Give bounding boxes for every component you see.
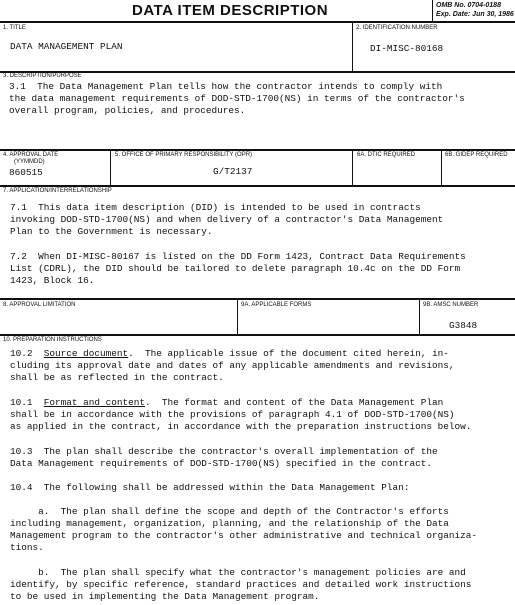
text-line — [10, 397, 471, 409]
text-line: a. The plan shall define the scope and depth of the Contractor's efforts — [10, 506, 449, 517]
rule — [0, 185, 515, 187]
omb-box — [432, 0, 515, 21]
paragraph-text: . The format and content of the Data Management Plan — [145, 397, 444, 408]
omb-number: OMB No. 0704-0188 — [436, 2, 501, 9]
amsc-label: 9B. AMSC NUMBER — [423, 302, 479, 308]
approval-limitation-label: 8. APPROVAL LIMITATION — [3, 302, 76, 308]
text-line: Management program to the contractor's other administrative and technical organiza- — [10, 530, 477, 541]
text-line: Data Management requirements of DOD-STD-1700(NS) specified in the contract. — [10, 458, 432, 469]
divider — [237, 298, 238, 334]
text-line: the data management requirements of DOD-STD-1700(NS) in terms of the contractor's — [9, 93, 465, 104]
approval-date-label: 4. APPROVAL DATE — [3, 152, 59, 158]
application-label: 7. APPLICATION/INTERRELATIONSHIP — [3, 188, 112, 194]
identification-label: 2. IDENTIFICATION NUMBER — [356, 25, 438, 31]
text-line: List (CDRL), the DID should be tailored to delete paragraph 10.4c on the DD Form — [10, 263, 461, 274]
text-line: 3.1 The Data Management Plan tells how the contractor intends to comply with — [9, 81, 443, 92]
approval-date-value: 860515 — [9, 167, 43, 178]
text-line: shall be in accordance with the provisions of paragraph 4.1 of DOD-STD-1700(NS) — [10, 409, 455, 420]
text-line: cluding its approval date and dates of any applicable amendments and revisions, — [10, 360, 455, 371]
paragraph-10-1 — [10, 397, 471, 433]
paragraph-number: 10.1 — [10, 397, 44, 408]
gidep-label: 6B. GIDEP REQUIRED — [445, 152, 508, 158]
divider — [419, 298, 420, 334]
omb-expiration: Exp. Date: Jun 30, 1986 — [436, 11, 514, 18]
text-line: invoking DOD-STD-1700(NS) and when delivery of a contractor's Data Management — [10, 214, 444, 225]
approval-date-sublabel: (YYMMDD) — [14, 159, 45, 165]
amsc-value: G3848 — [449, 320, 478, 331]
text-line: tions. — [10, 542, 44, 553]
text-line: overall program, policies, and procedures. — [9, 105, 246, 116]
text-line: to be used in implementing the Data Management program. — [10, 591, 320, 602]
rule — [0, 21, 515, 23]
rule — [0, 149, 515, 151]
identification-value: DI-MISC-80168 — [370, 43, 444, 54]
title-value: DATA MANAGEMENT PLAN — [10, 41, 123, 52]
item-a — [10, 506, 477, 554]
paragraph-heading: Format and content — [43, 397, 146, 408]
text-line: 1423, Block 16. — [10, 275, 95, 286]
text-line: shall be as reflected in the contract. — [10, 372, 224, 383]
divider — [441, 149, 442, 185]
description-label: 3. DESCRIPTION/PURPOSE — [3, 73, 82, 79]
text-line: including management, organization, planning, and the relationship of the Data — [10, 518, 449, 529]
divider — [352, 21, 353, 71]
paragraph-10-2 — [10, 348, 454, 384]
text-line: 7.2 When DI-MISC-80167 is listed on the DD Form 1423, Contract Data Requirements — [10, 251, 466, 262]
text-line — [10, 348, 454, 360]
paragraph-10-4: 10.4 The following shall be addressed within the Data Management Plan: — [10, 482, 410, 493]
divider — [352, 149, 353, 185]
applicable-forms-label: 9A. APPLICABLE FORMS — [241, 302, 312, 308]
description-text — [9, 81, 465, 117]
divider — [110, 149, 111, 185]
application-para-1 — [10, 202, 443, 238]
paragraph-number: 10.2 — [10, 348, 44, 359]
paragraph-heading: Source document — [43, 348, 129, 359]
form-title: DATA ITEM DESCRIPTION — [132, 2, 329, 19]
text-line: 7.1 This data item description (DID) is intended to be used in contracts — [10, 202, 421, 213]
paragraph-10-3 — [10, 446, 438, 470]
dtic-label: 6A. DTIC REQUIRED — [357, 152, 416, 158]
text-line: identify, by specific reference, standard practices and detailed work instructions — [10, 579, 472, 590]
instructions-label: 10. PREPARATION INSTRUCTIONS — [3, 337, 102, 343]
text-line: Plan to the Government is necessary. — [10, 226, 213, 237]
text-line: as applied in the contract, in accordance with the preparation instructions below. — [10, 421, 472, 432]
text-line: 10.3 The plan shall describe the contractor's overall implementation of the — [10, 446, 438, 457]
opr-value: G/T2137 — [213, 166, 253, 177]
paragraph-text: . The applicable issue of the document cited herein, in- — [128, 348, 449, 359]
item-b — [10, 567, 471, 603]
text-line: b. The plan shall specify what the contractor's management policies are and — [10, 567, 466, 578]
title-label: 1. TITLE — [3, 25, 26, 31]
rule — [0, 298, 515, 300]
opr-label: 5. OFFICE OF PRIMARY RESPONSIBILITY (OPR) — [115, 152, 253, 158]
application-para-2 — [10, 251, 466, 287]
rule — [0, 334, 515, 336]
